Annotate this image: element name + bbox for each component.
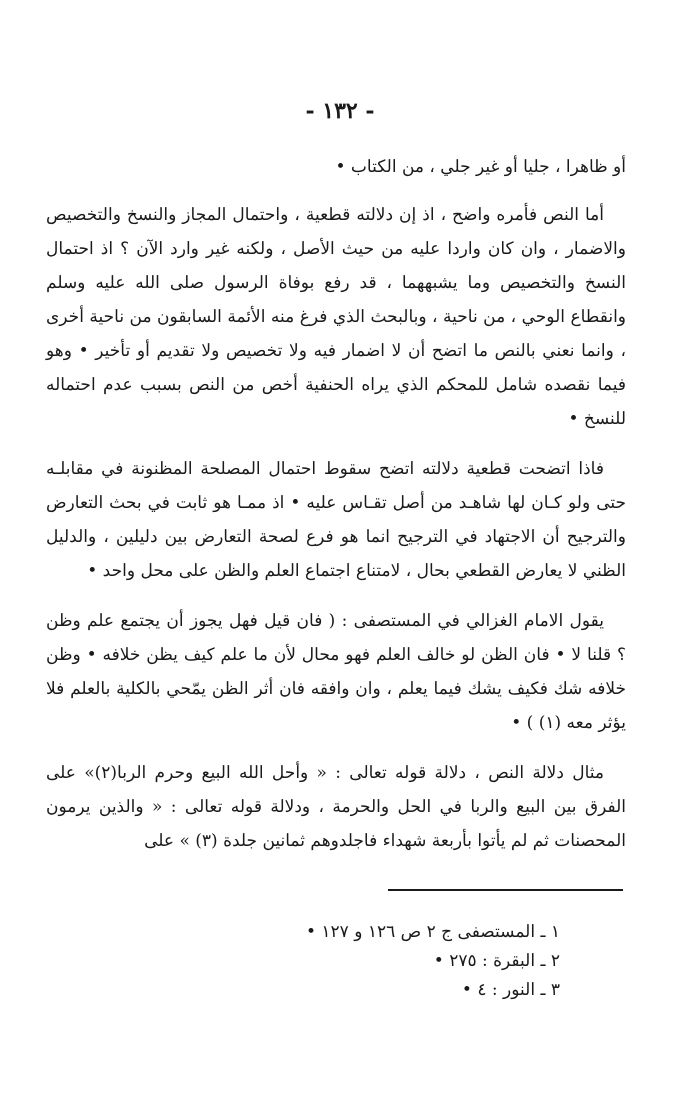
paragraph-2: أما النص فأمره واضح ، اذ إن دلالته قطعية ، واحتمال المجاز والنسخ والتخصيص والاضمار ، وان كان واردا عليه من حيث الأصل ، ولكنه غير وارد الآن ؟ اذ احتمال النسخ والتخصيص وما يشبههما ، قد رفع بوفاة الرسول صلى الله عليه وسلم وانقطاع الوحي ، من ناحية ، وبالبحث الذي فرغ منه الأئمة السابقون من ناحية أخرى ، وانما نعني بالنص ما اتضح أن لا اضمار فيه ولا تخصيص ولا تقديم أو تأخير • وهو فيما نقصده شامل للمحكم الذي يراه الحنفية أخص من النص بسبب عدم احتماله للنسخ •	[46, 205, 626, 429]
footnote-1: ١ ـ المستصفى ج ٢ ص ١٢٦ و ١٢٧ •	[305, 922, 560, 942]
footnote-divider	[388, 889, 623, 891]
page-number: - ١٣٢ -	[305, 98, 375, 124]
footnotes	[140, 918, 560, 1005]
paragraph-5: مثال دلالة النص ، دلالة قوله تعالى : « وأحل الله البيع وحرم الربا(٢)» على الفرق بين البيع والربا في الحل والحرمة ، ودلالة قوله تعالى : « والذين يرمون المحصنات ثم لم يأتوا بأربعة شهداء فاجلدوهم ثمانين جلدة (٣) » على	[46, 763, 626, 851]
footnote-3: ٣ ـ النور : ٤ •	[461, 980, 560, 1000]
main-text	[46, 150, 626, 874]
paragraph-4: يقول الامام الغزالي في المستصفى : ( فان قيل فهل يجوز أن يجتمع علم وظن ؟ قلنا لا • فان الظن لو خالف العلم فهو محال لأن ما علم كيف يظن خلافه • وظن خلافه شك فكيف يشك فيما يعلم ، وان وافقه فان أثر الظن يمّحي بالكلية بالعلم فلا يؤثر معه (١) ) •	[46, 611, 626, 733]
paragraph-3: فاذا اتضحت قطعية دلالته اتضح سقوط احتمال المصلحة المظنونة في مقابلـه حتى ولو كـان لها شاهـد من أصل تقـاس عليه • اذ ممـا هو ثابت في بحث التعارض والترجيح أن الاجتهاد في الترجيح انما هو فرع لصحة التعارض بين دليلين ، والدليل الظني لا يعارض القطعي بحال ، لامتناع اجتماع العلم والظن على محل واحد •	[46, 459, 626, 581]
footnote-2: ٢ ـ البقرة : ٢٧٥ •	[433, 951, 560, 971]
paragraph-1: أو ظاهرا ، جليا أو غير جلي ، من الكتاب •	[335, 157, 626, 177]
